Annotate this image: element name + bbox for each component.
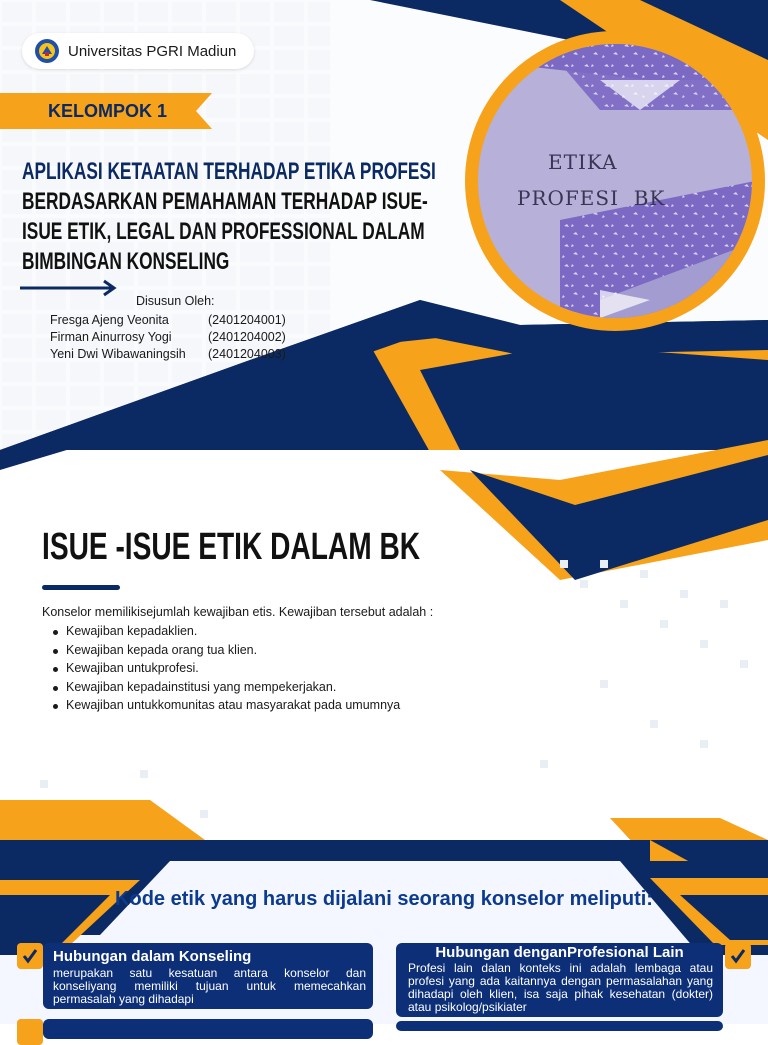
ethics-card-next	[43, 1019, 373, 1039]
author-name: Yeni Dwi Wibawaningsih	[50, 347, 186, 361]
ethics-card-professional	[396, 943, 723, 1017]
author-row	[50, 347, 286, 361]
obligation-list	[50, 624, 400, 717]
author-row	[50, 313, 286, 327]
list-item: Kewajiban kepadainstitusi yang mempekerjakan.	[50, 680, 400, 699]
card-body: merupakan satu kesatuan antara konselor dan konseliyang memiliki tujuan untuk memecahkan permasalah yang dihadapi	[53, 966, 366, 1006]
author-name: Fresga Ajeng Veonita	[50, 313, 169, 327]
author-name: Firman Ainurrosy Yogi	[50, 330, 172, 344]
cover-image-line-1: ETIKA	[548, 150, 618, 174]
university-name: Universitas PGRI Madiun	[68, 42, 237, 60]
check-icon	[17, 1019, 43, 1045]
university-logo-icon	[34, 38, 60, 64]
list-item: Kewajiban untukkomunitas atau masyarakat pada umumnya	[50, 698, 400, 717]
title-underline	[42, 585, 120, 590]
ethics-card-next	[396, 1021, 723, 1031]
title-line-3: ISUE ETIK, LEGAL DAN PROFESSIONAL DALAM	[22, 218, 425, 245]
list-item: Kewajiban untukprofesi.	[50, 661, 400, 680]
title-line-1: APLIKASI KETAATAN TERHADAP ETIKA PROFESI	[22, 158, 436, 185]
card-body: Profesi lain dalan konteks ini adalah lembaga atau profesi yang ada kaitannya dengan permasalahan yang dihadapi oleh klien, isa saja pihak kesehatan (dokter) atau psikolog/psikiater	[408, 961, 713, 1014]
ethics-card-counseling	[43, 943, 373, 1009]
university-badge	[22, 33, 254, 69]
list-item: Kewajiban kepadaklien.	[50, 624, 400, 643]
section-title: ISUE -ISUE ETIK DALAM BK	[42, 526, 421, 568]
check-icon	[17, 943, 43, 969]
author-id: (2401204001)	[208, 313, 286, 327]
list-item: Kewajiban kepada orang tua klien.	[50, 643, 400, 662]
section-intro: Konselor memilikisejumlah kewajiban etis. Kewajiban tersebut adalah :	[42, 605, 434, 619]
author-id: (2401204003)	[208, 347, 286, 361]
card-title: Hubungan denganProfesional Lain	[435, 944, 684, 961]
title-line-2: BERDASARKAN PEMAHAMAN TERHADAP ISUE-	[22, 188, 428, 215]
author-id: (2401204002)	[208, 330, 286, 344]
author-row	[50, 330, 286, 344]
title-line-4: BIMBINGAN KONSELING	[22, 248, 230, 275]
authors-heading: Disusun Oleh:	[136, 294, 215, 308]
cover-image-line-2: PROFESI BK	[517, 186, 666, 210]
card-title: Hubungan dalam Konseling	[53, 948, 252, 965]
code-of-ethics-heading: Kode etik yang harus dijalani seorang konselor meliputi:	[115, 888, 653, 910]
group-label: KELOMPOK 1	[48, 101, 168, 121]
check-icon	[725, 943, 751, 969]
arrow-right-icon	[20, 279, 118, 297]
